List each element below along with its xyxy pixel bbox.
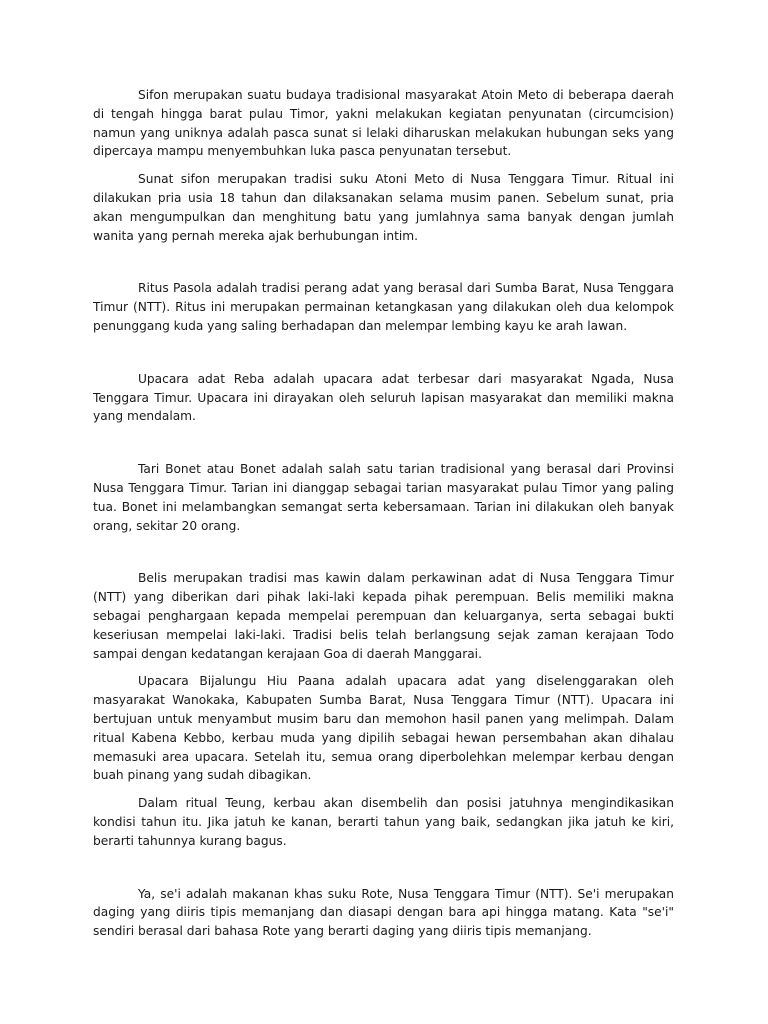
paragraph-reba: Upacara adat Reba adalah upacara adat terbesar dari masyarakat Ngada, Nusa Tenggara Timur. Upacara ini dirayakan oleh seluruh lapisan masyarakat dan memiliki makna yang mendalam. <box>93 371 674 424</box>
paragraph-pasola: Ritus Pasola adalah tradisi perang adat yang berasal dari Sumba Barat, Nusa Tenggara Timur (NTT). Ritus ini merupakan permainan ketangkasan yang dilakukan oleh dua kelompok penunggang kuda yang saling berhadapan dan melempar lembing kayu ke arah lawan. <box>93 281 674 333</box>
paragraph-bonet: Tari Bonet atau Bonet adalah salah satu tarian tradisional yang berasal dari Provinsi Nusa Tenggara Timur. Tarian ini dianggap sebagai tarian masyarakat pulau Timor yang paling tua. Bonet ini melambangkan semangat serta kebersamaan. Tarian ini dilakukan oleh banyak orang, sekitar 20 orang. <box>93 462 674 533</box>
paragraph-sifon: Sifon merupakan suatu budaya tradisional masyarakat Atoin Meto di beberapa daerah di tengah hingga barat pulau Timor, yakni melakukan kegiatan penyunatan (circumcision) namun yang uniknya adalah pasca sunat si lelaki diharuskan melakukan hubungan seks yang dipercaya mampu menyembuhkan luka pasca penyunatan tersebut. <box>93 88 674 159</box>
paragraph-belis: Belis merupakan tradisi mas kawin dalam perkawinan adat di Nusa Tenggara Timur (NTT) yang diberikan dari pihak laki-laki kepada pihak perempuan. Belis memiliki makna sebagai penghargaan kepada mempelai perempuan dan keluarganya, serta sebagai bukti keseriusan mempelai laki-laki. Tradisi belis telah berlangsung sejak zaman kerajaan Todo sampai dengan kedatangan kerajaan Goa di daerah Manggarai. <box>93 571 674 661</box>
paragraph-sunat-sifon: Sunat sifon merupakan tradisi suku Atoni Meto di Nusa Tenggara Timur. Ritual ini dilakukan pria usia 18 tahun dan dilaksanakan selama musim panen. Sebelum sunat, pria akan mengumpulkan dan menghitung batu yang jumlahnya sama banyak dengan jumlah wanita yang pernah mereka ajak berhubungan intim. <box>93 172 674 243</box>
paragraph-teung: Dalam ritual Teung, kerbau akan disembelih dan posisi jatuhnya mengindikasikan kondisi tahun itu. Jika jatuh ke kanan, berarti tahun yang baik, sedangkan jika jatuh ke kiri, berarti tahunnya kurang bagus. <box>93 796 674 848</box>
paragraph-bijalungu: Upacara Bijalungu Hiu Paana adalah upacara adat yang diselenggarakan oleh masyarakat Wanokaka, Kabupaten Sumba Barat, Nusa Tenggara Timur (NTT). Upacara ini bertujuan untuk menyambut musim baru dan memohon hasil panen yang melimpah. Dalam ritual Kabena Kebbo, kerbau muda yang dipilih sebagai hewan persembahan akan dihalau memasuki area upacara. Setelah itu, semua orang diperbolehkan melempar kerbau dengan buah pinang yang sudah dibagikan. <box>93 674 674 783</box>
document-body <box>93 86 674 941</box>
paragraph-sei: Ya, se'i adalah makanan khas suku Rote, Nusa Tenggara Timur (NTT). Se'i merupakan daging yang diiris tipis memanjang dan diasapi dengan bara api hingga matang. Kata "se'i" sendiri berasal dari bahasa Rote yang berarti daging yang diiris tipis memanjang. <box>93 886 674 939</box>
